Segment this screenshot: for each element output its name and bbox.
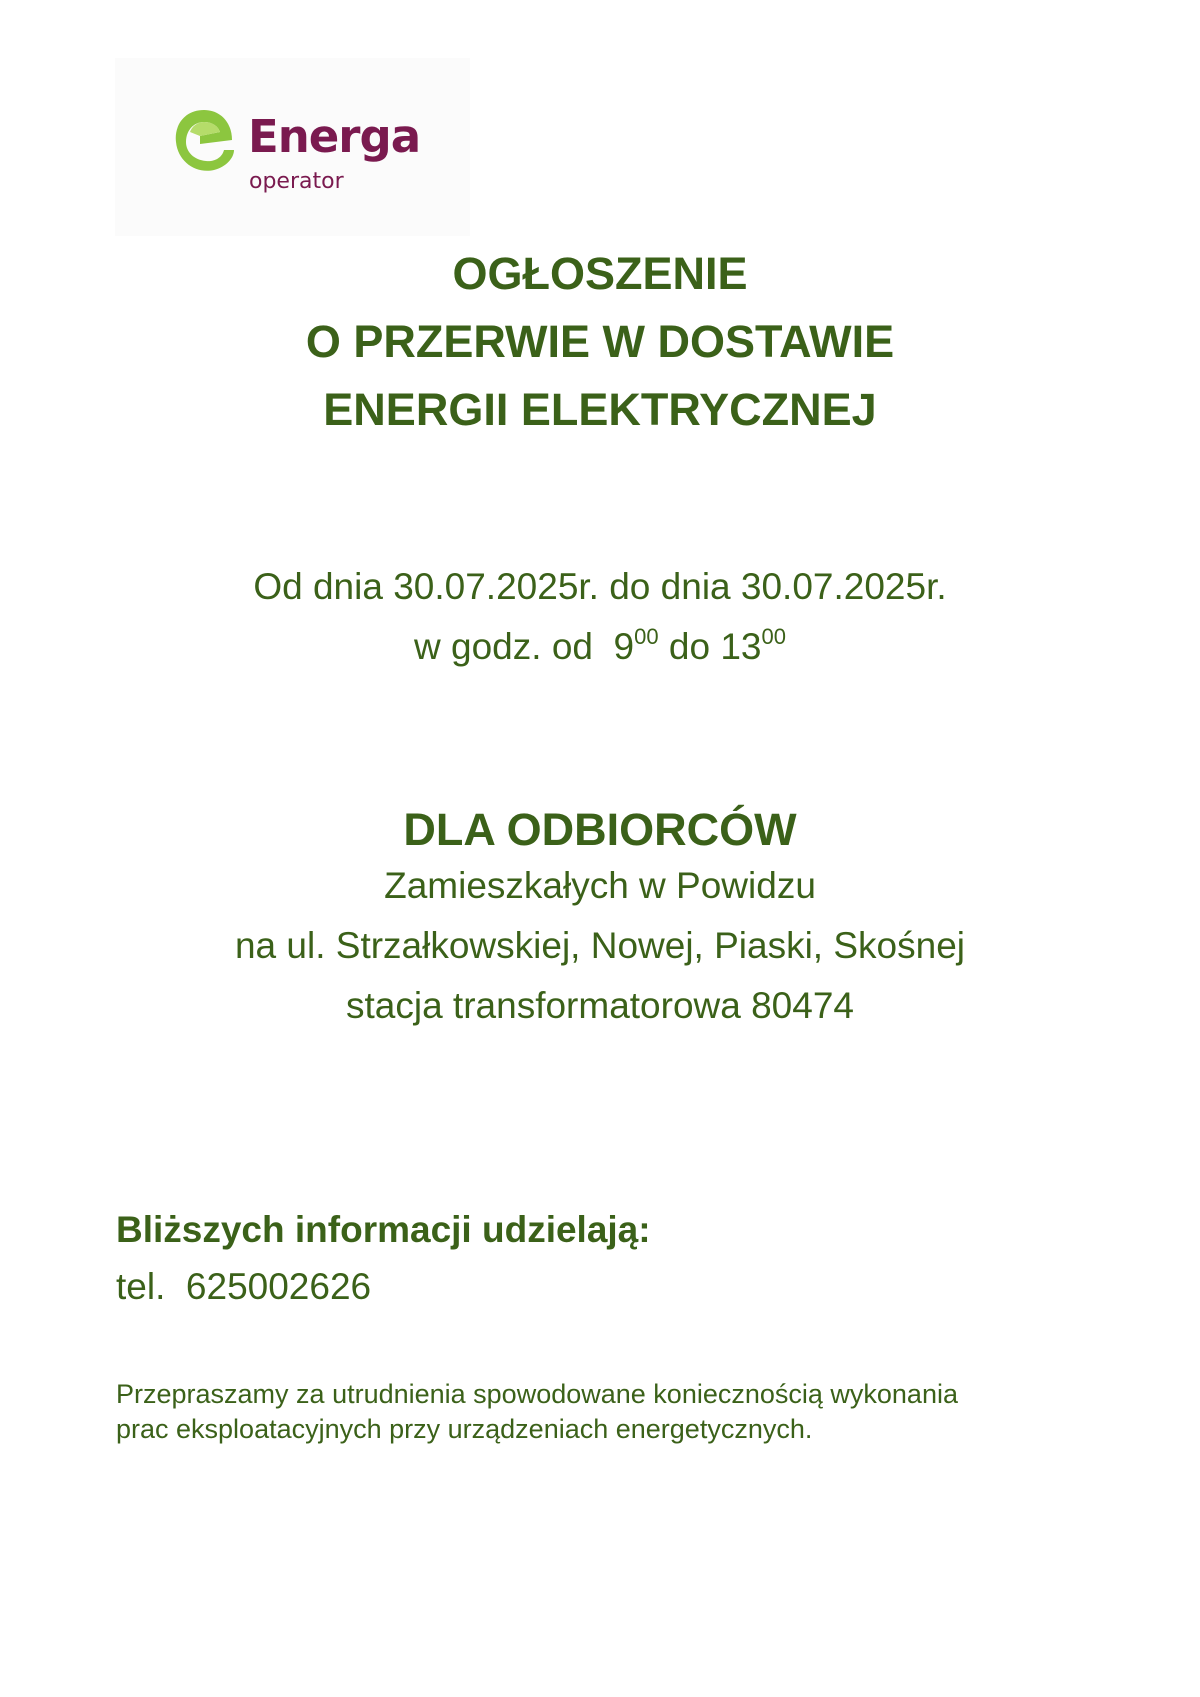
from-hour: 9 [613, 626, 635, 667]
recipients-line-2: na ul. Strzałkowskiej, Nowej, Piaski, Skośnej [234, 925, 965, 966]
date-range: Od dnia 30.07.2025r. do dnia 30.07.2025r. [253, 566, 947, 607]
hours-middle: do [658, 626, 721, 667]
energa-logo [115, 58, 470, 236]
hours-prefix: w godz. od [414, 626, 614, 667]
recipients-heading: DLA ODBIORCÓW [403, 804, 797, 855]
recipients-line-3: stacja transformatorowa 80474 [346, 985, 854, 1026]
to-hour: 13 [720, 626, 762, 667]
title-line-1: OGŁOSZENIE [452, 248, 748, 299]
title-line-3: ENERGII ELEKTRYCZNEJ [323, 384, 877, 435]
logo-brand-text: Energa [248, 110, 421, 163]
logo-sub-text: operator [249, 169, 344, 194]
apology-line-2: prac eksploatacyjnych przy urządzeniach energetycznych. [116, 1414, 813, 1444]
to-minutes: 00 [761, 624, 786, 649]
apology-line-1: Przepraszamy za utrudnienia spowodowane koniecznością wykonania [116, 1379, 958, 1409]
apology-text [116, 1377, 1116, 1447]
announcement-title [0, 240, 1200, 444]
title-line-2: O PRZERWIE W DOSTAWIE [305, 316, 895, 367]
from-minutes: 00 [634, 624, 659, 649]
recipients-line-1: Zamieszkałych w Powidzu [384, 865, 816, 906]
energa-logo-icon [170, 106, 238, 178]
hours-range [0, 617, 1200, 682]
contact-heading: Bliższych informacji udzielają: [116, 1209, 651, 1250]
recipients-details [0, 856, 1200, 1036]
contact-phone: tel. 625002626 [116, 1266, 372, 1307]
outage-dates [0, 557, 1200, 682]
